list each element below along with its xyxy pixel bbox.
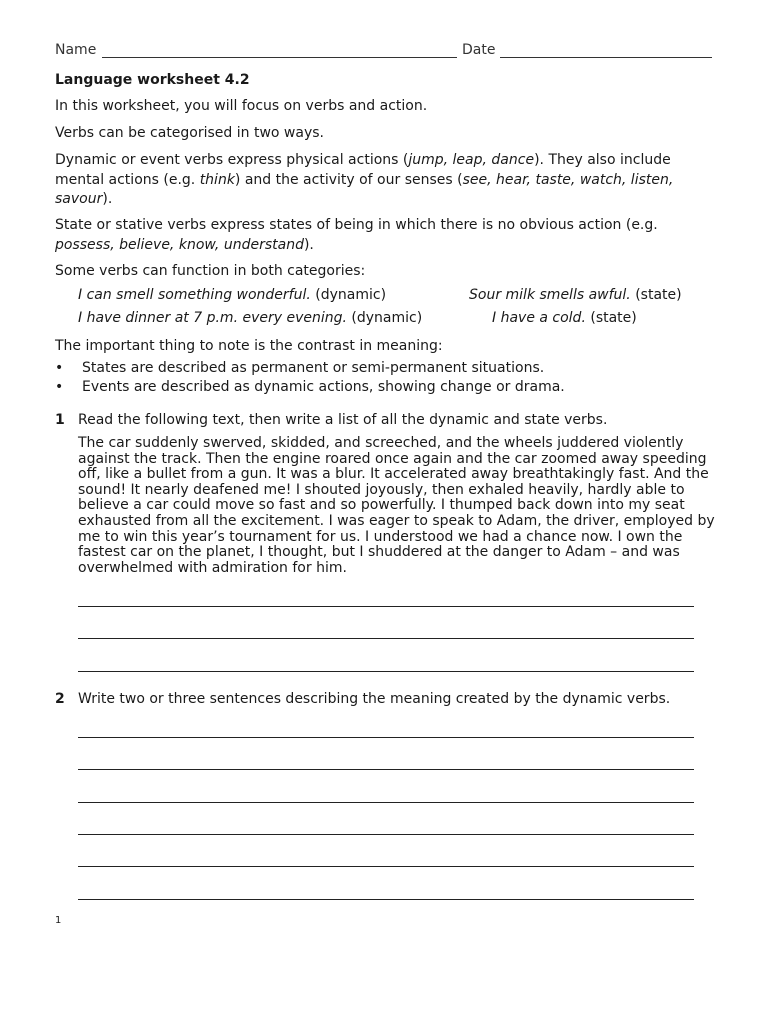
worksheet-title: Language worksheet 4.2 — [55, 72, 250, 88]
date-label: Date — [462, 42, 496, 58]
question-text: Write two or three sentences describing the meaning created by the dynamic verbs. — [78, 691, 671, 707]
example-sentence: I have a cold. (state) — [492, 310, 637, 326]
answer-line[interactable] — [78, 866, 694, 867]
reading-passage: The car suddenly swerved, skidded, and screeched, and the wheels juddered violently against the track. Then the engine roared once again and the car zoomed away speeding off, like a bullet from a gun. It was a blur. It accelerated away breathtakingly fast. And the sound! It nearly deafened me! I shouted joyously, then exhaled heavily, hardly able to believe a car could move so fast and so powerfully. I thumped back down into my seat exhausted from all the excitement. I was eager to speak to Adam, the driver, employed by me to win this year’s tournament for us. I understood we had a chance now. I own the fastest car on the planet, I thought, but I shuddered at the danger to Adam – and was overwhelmed with admiration for him. — [78, 435, 715, 576]
question-number: 2 — [55, 691, 65, 707]
dynamic-verbs-paragraph: Dynamic or event verbs express physical actions (jump, leap, dance). They also include mental actions (e.g. think) and the activity of our senses (see, hear, taste, watch, listen, savour). — [55, 152, 674, 207]
categorised-text: Verbs can be categorised in two ways. — [55, 125, 324, 141]
name-field-line[interactable] — [102, 57, 457, 58]
bullet-icon: • — [55, 379, 64, 395]
date-field-line[interactable] — [500, 57, 712, 58]
answer-line[interactable] — [78, 638, 694, 639]
answer-line[interactable] — [78, 769, 694, 770]
example-sentence: I have dinner at 7 p.m. every evening. (dynamic) — [78, 310, 423, 326]
answer-line[interactable] — [78, 802, 694, 803]
bullet-icon: • — [55, 360, 64, 376]
answer-line[interactable] — [78, 737, 694, 738]
page-number: 1 — [55, 915, 62, 926]
list-item: • Events are described as dynamic actions, showing change or drama. — [55, 379, 565, 395]
bullet-list — [55, 359, 715, 397]
question-text: Read the following text, then write a list of all the dynamic and state verbs. — [78, 412, 608, 428]
both-categories-text: Some verbs can function in both categories: — [55, 263, 366, 279]
answer-line[interactable] — [78, 834, 694, 835]
example-sentence: Sour milk smells awful. (state) — [469, 287, 682, 303]
list-item: • States are described as permanent or semi-permanent situations. — [55, 360, 545, 376]
example-sentence: I can smell something wonderful. (dynamic) — [78, 287, 387, 303]
state-verbs-paragraph: State or stative verbs express states of being in which there is no obvious action (e.g. possess, believe, know, understand). — [55, 217, 658, 253]
name-label: Name — [55, 42, 97, 58]
answer-line[interactable] — [78, 899, 694, 900]
question-number: 1 — [55, 412, 65, 428]
name-date-row — [55, 42, 715, 62]
intro-text: In this worksheet, you will focus on verbs and action. — [55, 98, 428, 114]
contrast-note: The important thing to note is the contrast in meaning: — [55, 338, 443, 354]
answer-line[interactable] — [78, 671, 694, 672]
answer-line[interactable] — [78, 606, 694, 607]
